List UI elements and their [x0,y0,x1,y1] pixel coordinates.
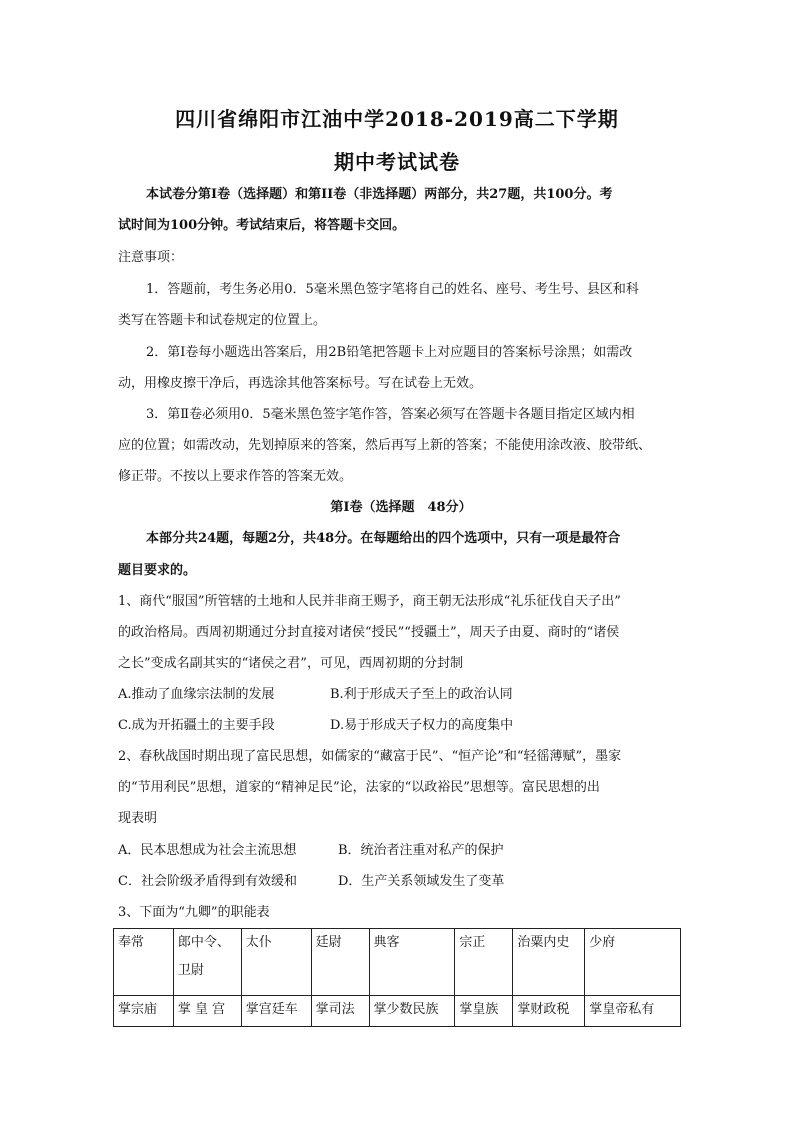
nine-ministers-table [113,928,681,1027]
note-3-line-3: 修正带。不按以上要求作答的答案无效。 [118,469,353,484]
section-1-heading: 第Ⅰ卷（选择题 48分） [330,500,472,515]
table-header-cell: 少府 [585,929,681,996]
notes-heading: 注意事项： [118,250,184,265]
section-1-instruction-2: 题目要求的。 [118,563,197,578]
question-3-line-1: 3、下面为“九卿”的职能表 [118,905,270,920]
question-1-line-1: 1、商代“服国”所管辖的土地和人民并非商王赐予，商王朝无法形成“礼乐征伐自天子出” [118,594,621,609]
exam-subtitle: 期中考试试卷 [334,150,460,174]
note-1-line-2: 类写在答题卡和试卷规定的位置上。 [118,313,327,328]
note-3-line-2: 应的位置；如需改动，先划掉原来的答案，然后再写上新的答案；不能使用涂改液、胶带纸、 [118,438,652,453]
note-2-line-2: 动，用橡皮擦干净后，再选涂其他答案标号。写在试卷上无效。 [118,376,483,391]
table-header-cell: 典客 [369,929,455,996]
table-cell: 掌财政税 [513,996,585,1027]
intro-line-2: 试时间为100分钟。考试结束后，将答题卡交回。 [118,218,406,233]
question-1-option-a: A.推动了血缘宗法制的发展 [118,687,275,702]
table-cell: 掌宫廷车 [241,996,311,1027]
table-header-row [114,929,681,996]
note-1-line-1: 1．答题前，考生务必用0．5毫米黑色签字笔将自己的姓名、座号、考生号、县区和科 [146,282,639,297]
question-2-line-2: 的“节用利民”思想，道家的“精神足民”论，法家的“以政裕民”思想等。富民思想的出 [118,780,600,795]
section-1-instruction-1: 本部分共24题，每题2分，共48分。在每题给出的四个选项中，只有一项是最符合 [146,531,621,546]
table-header-cell: 廷尉 [311,929,369,996]
table-header-cell: 郎中令、卫尉 [173,929,241,996]
question-1-option-d: D.易于形成天子权力的高度集中 [330,718,514,733]
table-row [114,996,681,1027]
table-cell: 掌皇帝私有 [585,996,681,1027]
table-header-cell: 治粟内史 [513,929,585,996]
question-2-option-b: B．统治者注重对私产的保护 [338,843,504,858]
exam-title: 四川省绵阳市江油中学2018-2019高二下学期 [175,107,619,131]
table-header-cell: 太仆 [241,929,311,996]
question-1-option-c: C.成为开拓疆土的主要手段 [118,718,275,733]
table-cell: 掌宗庙 [114,996,174,1027]
note-3-line-1: 3．第Ⅱ卷必须用0．5毫米黑色签字笔作答，答案必须写在答题卡各题目指定区域内相 [146,407,635,422]
question-1-option-b: B.利于形成天子至上的政治认同 [330,687,513,702]
note-2-line-1: 2．第Ⅰ卷每小题选出答案后，用2B铅笔把答题卡上对应题目的答案标号涂黑；如需改 [146,345,633,360]
question-2-line-3: 现表明 [118,811,158,826]
intro-line-1: 本试卷分第Ⅰ卷（选择题）和第II卷（非选择题）两部分，共27题，共100分。考 [146,187,613,202]
question-2-option-a: A．民本思想成为社会主流思想 [118,843,297,858]
question-1-line-3: 之长”变成名副其实的“诸侯之君”，可见，西周初期的分封制 [118,656,463,671]
question-1-line-2: 的政治格局。西周初期通过分封直接对诸侯“授民”“授疆土”，周天子由夏、商时的“诸侯 [118,625,620,640]
question-2-option-c: C．社会阶级矛盾得到有效缓和 [118,874,297,889]
table-header-cell: 奉常 [114,929,174,996]
question-2-line-1: 2、春秋战国时期出现了富民思想，如儒家的“藏富于民”、“恒产论”和“轻徭薄赋”，墨家 [118,749,622,764]
table-cell: 掌司法 [311,996,369,1027]
table-cell: 掌 皇 宫 [173,996,241,1027]
question-2-option-d: D．生产关系领域发生了变革 [338,874,505,889]
table-cell: 掌皇族 [455,996,513,1027]
table-cell: 掌少数民族 [369,996,455,1027]
table-header-cell: 宗正 [455,929,513,996]
